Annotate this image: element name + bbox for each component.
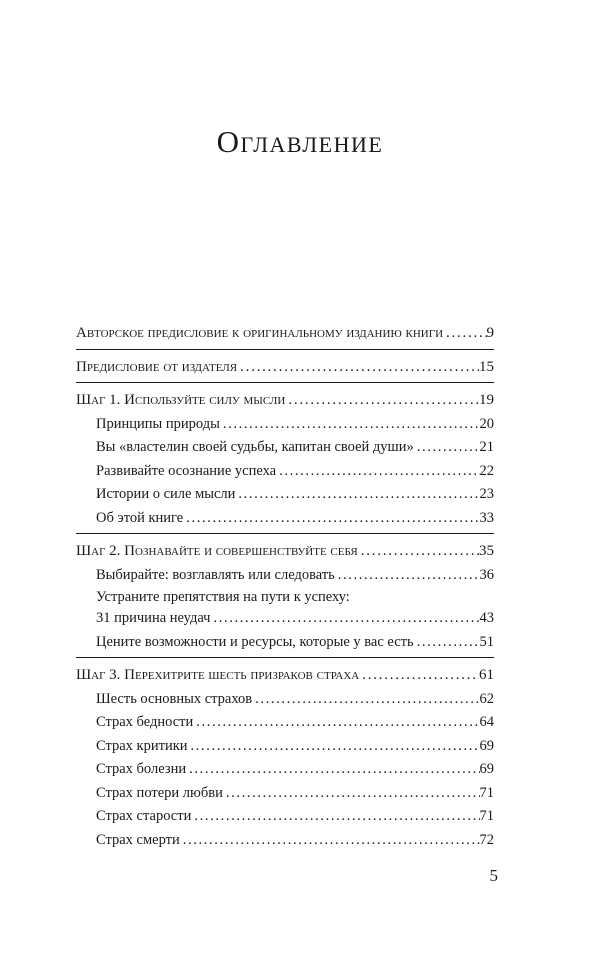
toc-entry-label: Страх бедности (96, 714, 194, 730)
dot-leader (180, 829, 480, 853)
toc-page-number: 9 (486, 325, 494, 341)
toc-entry-publisher-preface[interactable] (76, 356, 494, 380)
toc-entry-label: Принципы природы (96, 415, 220, 432)
toc-entry[interactable] (76, 436, 494, 460)
toc-entry-label: Вы «властелин своей судьбы, капитан своей души» (96, 439, 414, 455)
toc-page-number: 71 (479, 784, 494, 801)
toc-page-number: 61 (479, 667, 494, 683)
toc-entry[interactable] (76, 735, 494, 759)
dot-leader (191, 805, 479, 829)
dot-leader (188, 735, 480, 759)
dot-leader (276, 460, 479, 484)
page-number: 5 (489, 866, 498, 885)
dot-leader (220, 413, 480, 437)
dot-leader (285, 389, 479, 413)
dot-leader (414, 436, 480, 460)
toc-entry-label: Цените возможности и ресурсы, которые у вас есть (96, 633, 414, 650)
dot-leader (414, 631, 480, 655)
toc-entry[interactable] (76, 460, 494, 484)
toc-entry-label: Об этой книге (96, 509, 184, 526)
toc-entry-label: Истории о силе мысли (96, 486, 236, 502)
toc-entry[interactable] (76, 564, 494, 588)
toc-page-number: 22 (479, 462, 494, 479)
dot-leader (186, 758, 479, 782)
dot-leader (210, 607, 479, 631)
toc-page-number: 20 (479, 415, 494, 432)
toc-page-number: 21 (479, 439, 494, 455)
toc-step-label: Шаг 3. Перехитрите шесть призраков страха (76, 667, 360, 683)
toc-entry-label: Развивайте осознание успеха (96, 462, 277, 479)
toc-entry-label: Шесть основных страхов (96, 690, 253, 707)
toc-entry[interactable] (76, 829, 494, 853)
divider (76, 382, 494, 383)
toc-entry-label-line1: Устраните препятствия на пути к успеху: (96, 589, 350, 605)
toc-page-number: 69 (479, 761, 494, 777)
toc-page-number: 35 (479, 543, 494, 559)
dot-leader (235, 483, 479, 507)
toc-entry-label: 31 причина неудач (96, 610, 211, 626)
toc-step-1[interactable] (76, 389, 494, 413)
toc-step-label: Шаг 2. Познавайте и совершенствуйте себя (76, 543, 358, 559)
toc-entry-label: Страх смерти (96, 831, 180, 848)
toc-step-2[interactable] (76, 540, 494, 564)
dot-leader (183, 507, 479, 531)
toc-entry-label: Предисловие от издателя (76, 358, 238, 375)
toc-entry-label: Авторское предисловие к оригинальному изданию книги (76, 325, 444, 341)
toc-entry-label: Страх старости (96, 808, 192, 824)
divider (76, 533, 494, 534)
page-title: Оглавление (216, 124, 384, 159)
toc-entry[interactable] (76, 688, 494, 712)
toc-entry[interactable] (76, 782, 494, 806)
toc-page-number: 19 (479, 392, 494, 408)
toc-page-number: 43 (479, 610, 494, 626)
dot-leader (358, 540, 479, 564)
toc-step-label: Шаг 1. Используйте силу мысли (76, 392, 286, 408)
toc-entry[interactable] (76, 483, 494, 507)
toc-entry[interactable] (76, 805, 494, 829)
toc-page-number: 69 (479, 737, 494, 754)
toc-page-number: 33 (479, 509, 494, 526)
toc-page-number: 72 (479, 831, 494, 848)
toc-page-number: 36 (479, 566, 494, 583)
table-of-contents (76, 322, 494, 852)
toc-entry[interactable] (76, 758, 494, 782)
dot-leader (443, 322, 486, 346)
toc-entry[interactable] (76, 711, 494, 735)
toc-page-number: 23 (479, 486, 494, 502)
toc-entry[interactable] (76, 413, 494, 437)
dot-leader (359, 664, 479, 688)
toc-entry-author-preface[interactable] (76, 322, 494, 346)
toc-page-number: 64 (479, 714, 494, 730)
toc-entry[interactable] (76, 607, 494, 631)
toc-page-number: 71 (479, 808, 494, 824)
toc-entry[interactable] (76, 631, 494, 655)
toc-entry-label: Страх потери любви (96, 784, 223, 801)
dot-leader (193, 711, 479, 735)
toc-page-number: 51 (479, 633, 494, 650)
dot-leader (237, 356, 479, 380)
dot-leader (252, 688, 479, 712)
toc-entry-label: Страх болезни (96, 761, 187, 777)
divider (76, 657, 494, 658)
toc-entry-label: Выбирайте: возглавлять или следовать (96, 566, 335, 583)
dot-leader (223, 782, 480, 806)
divider (76, 349, 494, 350)
toc-page-number: 15 (479, 358, 494, 375)
toc-entry[interactable] (76, 507, 494, 531)
dot-leader (335, 564, 480, 588)
toc-step-3[interactable] (76, 664, 494, 688)
toc-entry-label: Страх критики (96, 737, 188, 754)
toc-page-number: 62 (479, 690, 494, 707)
